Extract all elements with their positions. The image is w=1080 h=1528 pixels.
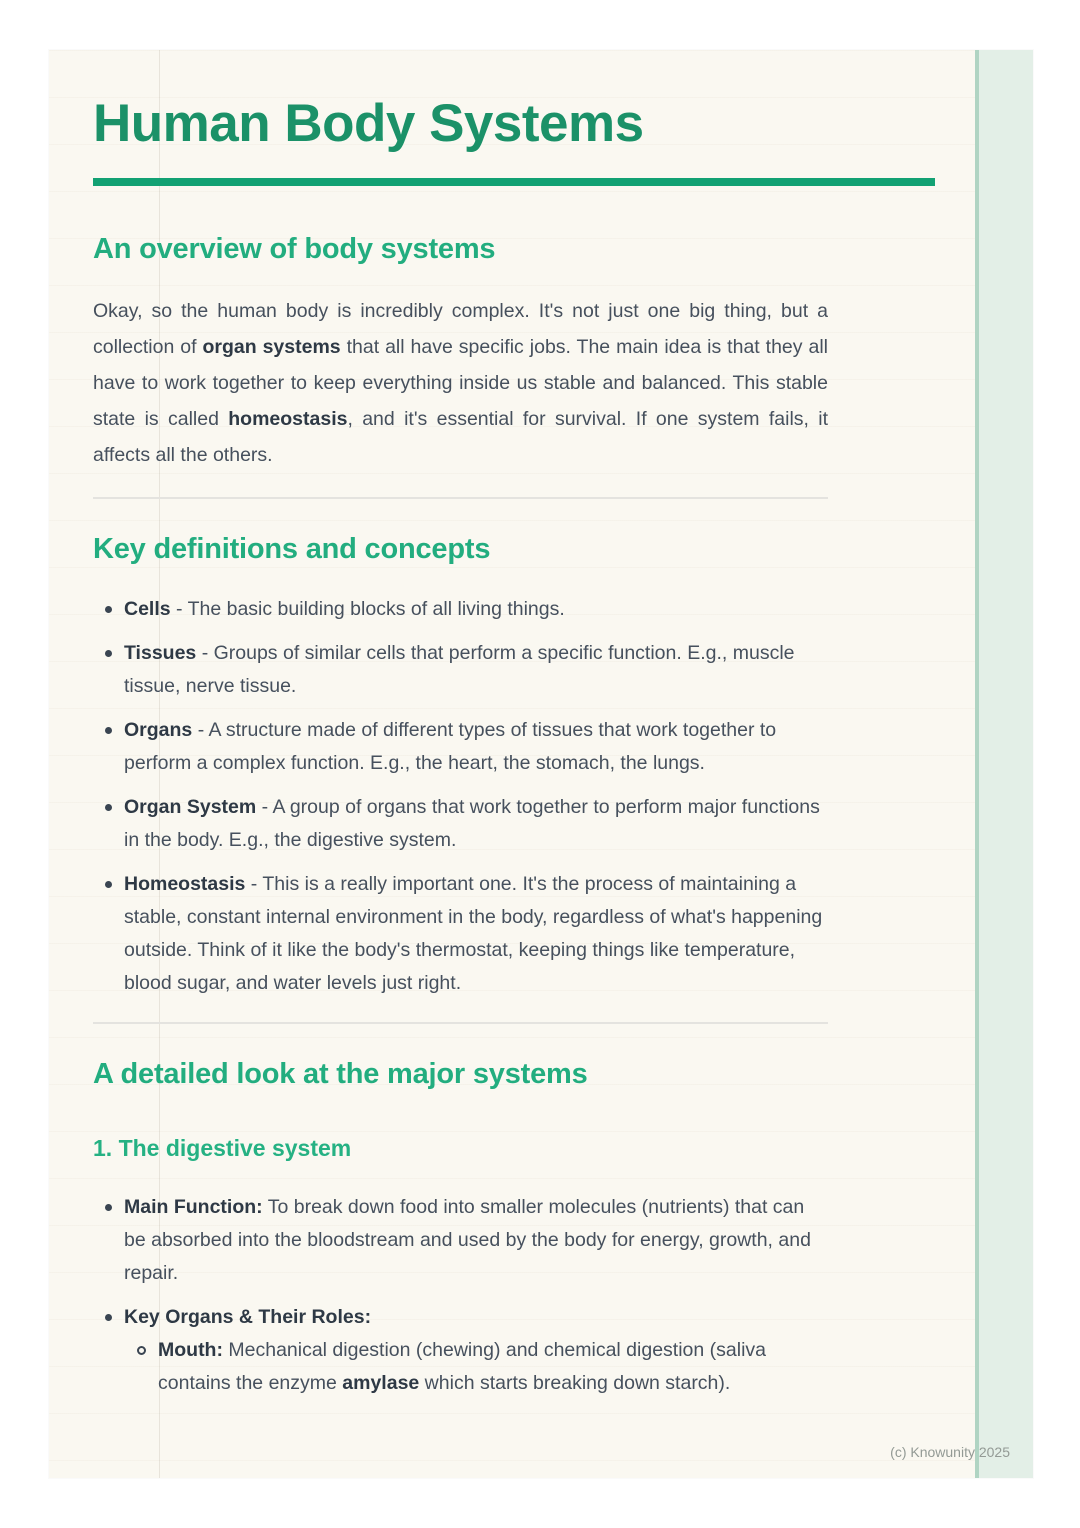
section-heading-definitions: Key definitions and concepts <box>93 532 491 565</box>
page-accent-stripe <box>975 50 1033 1478</box>
section-heading-overview: An overview of body systems <box>93 232 496 265</box>
digestive-sub-list <box>124 1334 828 1400</box>
section-divider <box>93 497 828 499</box>
list-item: Organ System - A group of organs that work together to perform major functions in the body. E.g., the digestive system. <box>93 791 828 857</box>
overview-paragraph: Okay, so the human body is incredibly complex. It's not just one big thing, but a collection of organ systems that all have specific jobs. The main idea is that they all have to work together to keep everything inside us stable and balanced. This stable state is called homeostasis, and it's essential for survival. If one system fails, it affects all the others. <box>93 299 829 466</box>
list-item: Cells - The basic building blocks of all living things. <box>93 593 828 626</box>
subsection-heading-digestive: 1. The digestive system <box>93 1134 352 1161</box>
sub-list-item: Mouth: Mechanical digestion (chewing) and chemical digestion (saliva contains the enzyme amylase which starts breaking down starch). <box>124 1334 828 1400</box>
digestive-list <box>93 1191 828 1400</box>
list-item: Main Function: To break down food into smaller molecules (nutrients) that can be absorbed into the bloodstream and used by the body for energy, growth, and repair. <box>93 1191 828 1290</box>
list-item: Tissues - Groups of similar cells that perform a specific function. E.g., muscle tissue, nerve tissue. <box>93 637 828 703</box>
title-underline-rule <box>93 178 935 186</box>
list-item: Organs - A structure made of different types of tissues that work together to perform a complex function. E.g., the heart, the stomach, the lungs. <box>93 714 828 780</box>
page-title: Human Body Systems <box>93 94 644 153</box>
footer-copyright: (c) Knowunity 2025 <box>890 1444 1010 1460</box>
list-item-text: Key Organs & Their Roles: <box>124 1305 372 1328</box>
list-item <box>93 1301 828 1400</box>
section-heading-systems: A detailed look at the major systems <box>93 1057 588 1090</box>
definitions-list <box>93 593 828 1000</box>
document-page <box>49 50 1033 1478</box>
list-item: Homeostasis - This is a really important one. It's the process of maintaining a stable, constant internal environment in the body, regardless of what's happening outside. Think of it like the body's thermostat, keeping things like temperature, blood sugar, and water levels just right. <box>93 868 828 1000</box>
page-content <box>93 50 937 1411</box>
section-divider <box>93 1022 828 1024</box>
